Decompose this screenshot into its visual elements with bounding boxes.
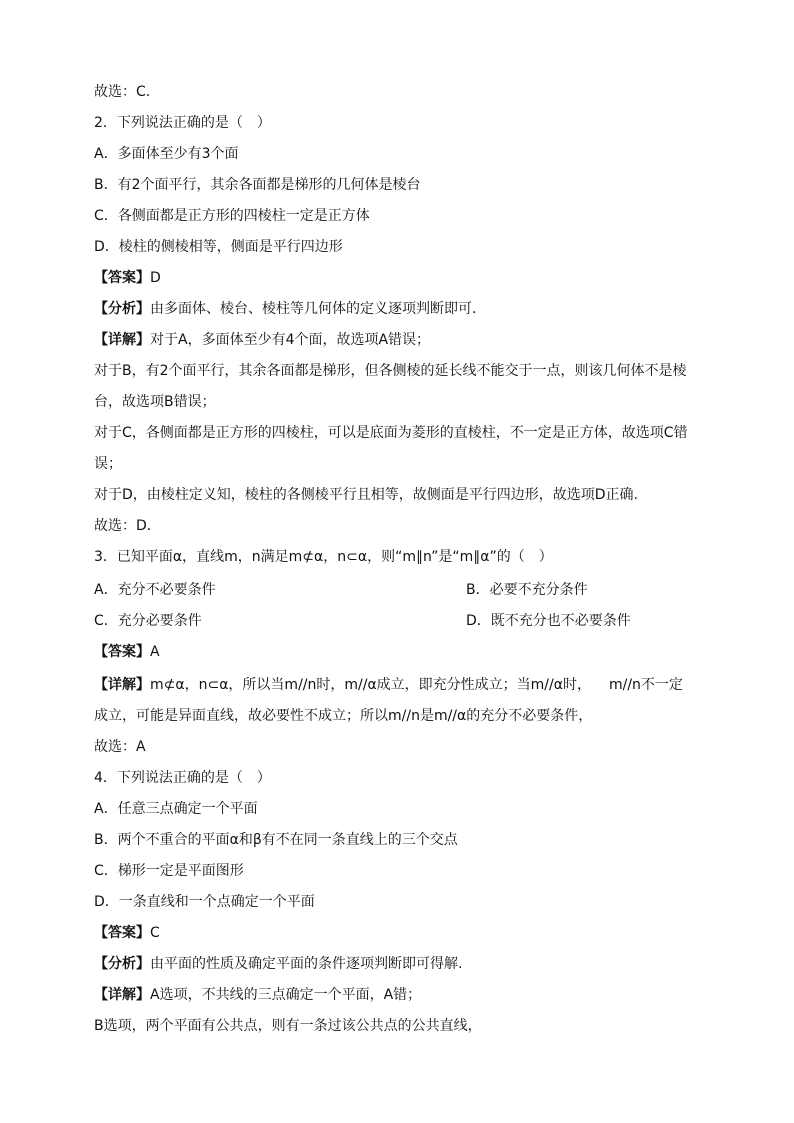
detail-tag: 【详解】 bbox=[94, 987, 150, 1003]
q2-detail-6: 对于D，由棱柱定义知，棱柱的各侧棱平行且相等，故侧面是平行四边形，故选项D正确. bbox=[94, 487, 639, 503]
analysis-tag: 【分析】 bbox=[94, 301, 150, 317]
q4-option-b: B．两个不重合的平面α和β有不在同一条直线上的三个交点 bbox=[94, 832, 458, 848]
q4-detail-2: B选项，两个平面有公共点，则有一条过该公共点的公共直线， bbox=[94, 1018, 482, 1034]
q3-option-a: A．充分不必要条件 bbox=[94, 582, 216, 598]
answer-tag: 【答案】 bbox=[94, 925, 150, 941]
q3-conclusion: 故选：A bbox=[94, 739, 146, 755]
q2-option-c: C．各侧面都是正方形的四棱柱一定是正方体 bbox=[94, 208, 370, 224]
answer-tag: 【答案】 bbox=[94, 644, 150, 660]
q2-option-b: B．有2个面平行，其余各面都是梯形的几何体是棱台 bbox=[94, 177, 421, 193]
detail-text: m⊄α，n⊂α，所以当m//n时，m//α成立，即充分性成立；当m//α时， bbox=[150, 677, 591, 693]
detail-text: A选项，不共线的三点确定一个平面，A错； bbox=[150, 987, 422, 1003]
detail-tag: 【详解】 bbox=[94, 677, 150, 693]
q3-option-b: B．必要不充分条件 bbox=[466, 582, 588, 598]
answer-value: D bbox=[150, 270, 161, 286]
q2-detail-3: 台，故选项B错误； bbox=[94, 394, 216, 410]
answer-value: A bbox=[150, 644, 160, 660]
q2-detail-2: 对于B，有2个面平行，其余各面都是梯形，但各侧棱的延长线不能交于一点，则该几何体不是棱 bbox=[94, 363, 687, 379]
prev-conclusion: 故选：C. bbox=[94, 84, 151, 100]
answer-value: C bbox=[150, 925, 160, 941]
analysis-text: 由多面体、棱台、棱柱等几何体的定义逐项判断即可． bbox=[150, 301, 486, 317]
q4-option-c: C．梯形一定是平面图形 bbox=[94, 863, 244, 879]
q2-detail-1 bbox=[94, 330, 714, 350]
detail-tag: 【详解】 bbox=[94, 332, 150, 348]
q4-option-a: A．任意三点确定一个平面 bbox=[94, 801, 258, 817]
q3-option-c: C．充分必要条件 bbox=[94, 613, 202, 629]
q2-conclusion: 故选：D． bbox=[94, 518, 161, 534]
detail-text: 对于A，多面体至少有4个面，故选项A错误； bbox=[150, 332, 431, 348]
q2-option-a: A．多面体至少有3个面 bbox=[94, 146, 239, 162]
q3-options-row-2 bbox=[94, 611, 714, 631]
q2-analysis bbox=[94, 299, 714, 319]
q3-detail-2: 成立，可能是异面直线，故必要性不成立；所以m//n是m//α的充分不必要条件， bbox=[94, 708, 593, 724]
analysis-tag: 【分析】 bbox=[94, 956, 150, 972]
q4-answer bbox=[94, 923, 714, 943]
q2-option-d: D．棱柱的侧棱相等，侧面是平行四边形 bbox=[94, 239, 343, 255]
q3-options-row-1 bbox=[94, 580, 714, 600]
q4-stem: 4．下列说法正确的是（ ） bbox=[94, 770, 271, 786]
q3-stem: 3．已知平面α，直线m，n满足m⊄α，n⊂α，则“m∥n”是“m∥α”的（ ） bbox=[94, 549, 553, 565]
q2-answer bbox=[94, 268, 714, 288]
analysis-text: 由平面的性质及确定平面的条件逐项判断即可得解. bbox=[150, 956, 463, 972]
q4-analysis bbox=[94, 954, 714, 974]
q4-option-d: D．一条直线和一个点确定一个平面 bbox=[94, 894, 315, 910]
q4-detail-1 bbox=[94, 985, 714, 1005]
q2-detail-5: 误； bbox=[94, 456, 122, 472]
q3-detail-1 bbox=[94, 675, 714, 695]
q2-stem: 2．下列说法正确的是（ ） bbox=[94, 115, 271, 131]
q2-detail-4: 对于C，各侧面都是正方形的四棱柱，可以是底面为菱形的直棱柱，不一定是正方体，故选项C错 bbox=[94, 425, 688, 441]
answer-tag: 【答案】 bbox=[94, 270, 150, 286]
detail-text-cont: m//n不一定 bbox=[608, 677, 683, 693]
q3-option-d: D．既不充分也不必要条件 bbox=[466, 613, 631, 629]
q3-answer bbox=[94, 642, 714, 662]
